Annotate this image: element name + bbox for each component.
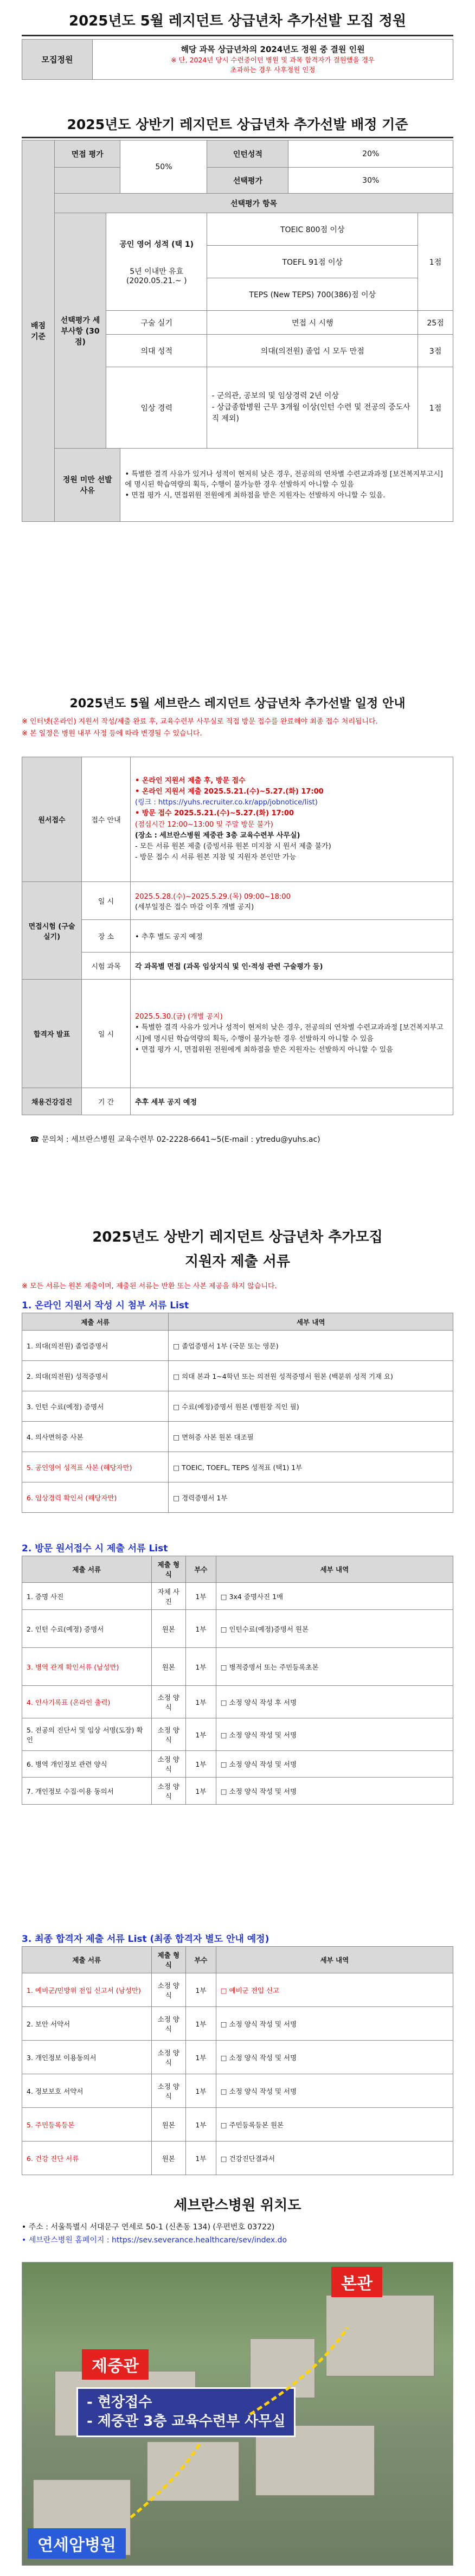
doc-name: 4. 의사면허증 사본 — [22, 1422, 169, 1452]
career-score: 3점 — [418, 335, 453, 367]
doc-detail: □ 소정 양식 작성 및 서명 — [216, 2007, 453, 2041]
docs-note: ※ 모든 서류는 원본 제출이며, 제출된 서류는 반환 또는 사본 제공을 하지 않습니다. — [22, 1282, 277, 1290]
doc-form: 원본 — [151, 1648, 186, 1686]
cert-pct: 20% — [288, 140, 453, 168]
homepage-link[interactable]: • 세브란스병원 홈페이지 : https://sev.severance.healthcare/sev/index.do — [22, 2235, 287, 2245]
map-title: 세브란스병원 위치도 — [174, 2197, 301, 2214]
health-label: 채용건강검진 — [22, 1088, 82, 1115]
career-val: 의대(의전원) 졸업 시 모두 만점 — [207, 335, 418, 367]
recruit-title: 2025년도 5월 레지던트 상급년차 추가선발 모집 정원 — [69, 13, 406, 29]
pass-item: • 면접 평가 시, 면접위원 전원에게 최하점을 받은 지원자는 선발하지 아니할 수 있음 — [135, 1045, 393, 1054]
address: • 주소 : 서울특별시 서대문구 연세로 50-1 (신촌동 134) (우편번호 03722) — [22, 2223, 275, 2232]
interview-label: 면접시험 (구술실기) — [22, 882, 82, 980]
col-header: 부수 — [186, 1556, 216, 1583]
oral-score: 25점 — [418, 311, 453, 335]
fail-items — [120, 449, 453, 522]
apply-method: 접수 안내 — [82, 757, 131, 882]
doc-count: 1부 — [186, 2074, 216, 2108]
oral-label: 구술 실기 — [106, 311, 207, 335]
col-header: 부수 — [186, 1947, 216, 1973]
doc-name: 1. 예비군/민방위 전입 신고서 (남성만) — [22, 1973, 152, 2007]
fail-label: 정원 미만 선발 사유 — [55, 449, 120, 522]
criteria-side-label: 배점 기준 — [22, 140, 55, 522]
clin-score: 1점 — [418, 367, 453, 449]
apply-line: (장소 : 세브란스병원 제중관 3층 교육수련부 사무실) — [135, 831, 300, 840]
doc-form: 소정 양식 — [151, 1751, 186, 1778]
doc-detail: □ 예비군 전입 신고 — [216, 1973, 453, 2007]
warn1: ※ 인터넷(온라인) 지원서 작성/제출 완료 후, 교육수련부 사무실로 직접 방문 접수를 완료해야 최종 접수 처리됩니다. — [22, 718, 378, 726]
docs-h1: 1. 온라인 지원서 작성 시 첨부 서류 List — [22, 1300, 189, 1311]
tag-jejung: 제중관 — [82, 2349, 149, 2380]
teps: TEPS (New TEPS) 700(386)점 이상 — [207, 278, 418, 311]
doc-count: 1부 — [186, 1973, 216, 2007]
pass-item: • 특별한 결격 사유가 있거나 성적이 현저히 낮은 경우, 전공의의 연차별 수련교과과정 [보건복지부고시]에 명시된 학습역량의 획득, 수행이 불가능한 경우 선발하지 아니할 수 있음 — [135, 1024, 444, 1043]
doc-name: 2. 보안 서약서 — [22, 2007, 152, 2041]
col-header: 제출 서류 — [22, 1556, 152, 1583]
criteria-title: 2025년도 상반기 레지던트 상급년차 추가선발 배정 기준 — [67, 117, 408, 132]
recruit-content — [93, 40, 453, 80]
apply-line: - 방문 접수 시 서류 원본 지참 및 지원자 본인만 가능 — [135, 853, 297, 861]
pass-cell — [131, 980, 453, 1088]
doc-count: 1부 — [186, 1648, 216, 1686]
doc-count: 1부 — [186, 1610, 216, 1648]
doc-count: 1부 — [186, 2041, 216, 2074]
contact: ☎ 문의처 : 세브란스병원 교육수련부 02-2228-6641~5(E-mail : ytredu@yuhs.ac) — [30, 1135, 320, 1144]
doc-name: 1. 증명 사진 — [22, 1583, 152, 1610]
divider — [22, 35, 453, 36]
doc-form: 소정 양식 — [151, 2007, 186, 2041]
doc-count: 1부 — [186, 1751, 216, 1778]
doc-form: 원본 — [151, 1610, 186, 1648]
interview-note: (세부일정은 접수 마감 이후 개별 공지) — [135, 903, 254, 911]
eng-label: 공인 영어 성적 (택 1) — [119, 240, 194, 249]
doc-detail: □ 소정 양식 작성 및 서명 — [216, 2041, 453, 2074]
apply-lines — [131, 757, 453, 882]
docs-title: 2025년도 상반기 레지던트 상급년차 추가모집 — [92, 1229, 383, 1245]
eval-pct: 50% — [120, 140, 207, 194]
interview-date: 2025.5.28.(수)~2025.5.29.(목) 09:00~18:00 — [135, 892, 291, 901]
doc-count: 1부 — [186, 2142, 216, 2175]
eng-cell — [106, 213, 207, 311]
doc-count: 1부 — [186, 2007, 216, 2041]
recruit-line2: ※ 단, 2024년 당시 수련중이던 병원 및 과목 합격자가 결원했을 경우 — [171, 56, 375, 65]
doc-name: 5. 주민등록등본 — [22, 2108, 152, 2142]
doc-form: 소정 양식 — [151, 1686, 186, 1718]
health-day-label: 기 간 — [82, 1088, 131, 1115]
col-header: 제출 서류 — [22, 1947, 152, 1973]
col-header: 제출 형식 — [151, 1556, 186, 1583]
doc-detail: □ 소정 양식 작성 및 서명 — [216, 2074, 453, 2108]
pass-day-label: 일 시 — [82, 980, 131, 1088]
schedule-warnings — [22, 716, 453, 740]
map-info — [22, 2221, 453, 2247]
doc-detail: □ 3x4 증명사진 1매 — [216, 1583, 453, 1610]
doc-form: 소정 양식 — [151, 1778, 186, 1805]
warn2: ※ 본 일정은 병원 내부 사정 등에 따라 변경될 수 있습니다. — [22, 730, 202, 738]
health-val: 추후 세부 공지 예정 — [131, 1088, 453, 1115]
toefl: TOEFL 91점 이상 — [207, 246, 418, 278]
items-header: 선택평가 항목 — [55, 194, 453, 213]
fail-item: • 면접 평가 시, 면접위원 전원에게 최하점을 받은 지원자는 선발하지 아니할 수 있음. — [125, 491, 386, 500]
apply-line: • 온라인 지원서 제출 후, 방문 접수 — [135, 776, 246, 785]
divider — [22, 137, 453, 138]
sub-label: 선택평가 세부사항 (30점) — [55, 213, 106, 449]
tag-main: 본관 — [331, 2267, 382, 2297]
doc-detail: □ 소정 양식 작성 및 서명 — [216, 1778, 453, 1805]
apply-line: - 모든 서류 원본 제출 (증빙서류 원본 미지참 시 원서 제출 불가) — [135, 842, 331, 851]
apply-link[interactable]: (링크 : https://yuhs.recruiter.co.kr/app/jobnotice/list) — [135, 798, 318, 807]
doc-count: 1부 — [186, 2108, 216, 2142]
doc-detail: □ 건강진단결과서 — [216, 2142, 453, 2175]
eng-score: 1점 — [418, 213, 453, 311]
doc-detail: □ 인턴수료(예정)증명서 원본 — [216, 1610, 453, 1648]
docs-h2: 2. 방문 원서접수 시 제출 서류 List — [22, 1543, 168, 1554]
col-header: 세부 내역 — [216, 1556, 453, 1583]
doc-name: 3. 인턴 수료(예정) 증명서 — [22, 1391, 169, 1422]
doc-form: 자체 사진 — [151, 1583, 186, 1610]
col-header: 세부 내역 — [216, 1947, 453, 1973]
doc-name: 7. 개인정보 수집·이용 동의서 — [22, 1778, 152, 1805]
pass-label: 합격자 발표 — [22, 980, 82, 1088]
doc-name: 4. 정보보호 서약서 — [22, 2074, 152, 2108]
interview-place: • 추후 별도 공지 예정 — [131, 920, 453, 953]
interview-place-label: 장 소 — [82, 920, 131, 953]
tag-onsite-line: - 현장접수 — [87, 2394, 152, 2411]
doc-detail: □ 주민등록등본 원본 — [216, 2108, 453, 2142]
doc-name: 6. 건강 진단 서류 — [22, 2142, 152, 2175]
doc-name: 6. 병역 개인정보 관련 양식 — [22, 1751, 152, 1778]
doc-name: 2. 의대(의전원) 성적증명서 — [22, 1361, 169, 1391]
clin-items — [207, 367, 418, 449]
docs-table1 — [22, 1313, 453, 1513]
schedule-table — [22, 757, 453, 1115]
doc-form: 소정 양식 — [151, 1718, 186, 1751]
sel-label: 선택평가 — [207, 168, 288, 194]
doc-detail: □ 병적증명서 또는 주민등록초본 — [216, 1648, 453, 1686]
recruit-line3: 초과하는 경우 사후정원 인정 — [230, 66, 316, 74]
apply-line: • 온라인 지원서 제출 2025.5.21.(수)~5.27.(화) 17:00 — [135, 788, 324, 796]
doc-form: 소정 양식 — [151, 2041, 186, 2074]
recruit-label: 모집정원 — [22, 40, 93, 80]
apply-line: (점심시간 12:00~13:00 및 주말 방문 불가) — [135, 820, 273, 829]
docs-title2: 지원자 제출 서류 — [185, 1254, 290, 1270]
doc-name: 4. 인사기록표 (온라인 출력) — [22, 1686, 152, 1718]
clin-item: - 상급종합병원 근무 3개월 이상(인턴 수련 및 전공의 중도사직 제외) — [211, 403, 410, 423]
interview-date-cell — [131, 882, 453, 920]
doc-form: 원본 — [151, 2142, 186, 2175]
doc-detail: □ 소정 양식 작성 및 서명 — [216, 1718, 453, 1751]
oral-val: 면접 시 시행 — [207, 311, 418, 335]
doc-count: 1부 — [186, 1778, 216, 1805]
interview-method: 각 과목별 면접 (과목 임상지식 및 인·적성 관련 구술평가 등) — [131, 953, 453, 980]
doc-name: 5. 공인영어 성적표 사본 (해당자만) — [22, 1452, 169, 1482]
doc-name: 3. 개인정보 이용동의서 — [22, 2041, 152, 2074]
route-arrows — [22, 2262, 453, 2566]
clin-item: - 군의관, 공보의 및 임상경력 2년 이상 — [211, 392, 339, 400]
schedule-title: 2025년도 5월 세브란스 레지던트 상급년차 추가선발 일정 안내 — [69, 697, 406, 711]
doc-detail: □ 소정 양식 작성 후 서명 — [216, 1686, 453, 1718]
doc-detail: □ 경력증명서 1부 — [169, 1482, 453, 1513]
campus-aerial-photo — [22, 2262, 453, 2566]
apply-line: • 방문 접수 2025.5.21.(수)~5.27.(화) 17:00 — [135, 809, 294, 818]
career-label: 의대 성적 — [106, 335, 207, 367]
doc-count: 1부 — [186, 1686, 216, 1718]
interview-method-label: 시험 과목 — [82, 953, 131, 980]
col-header: 제출 형식 — [151, 1947, 186, 1973]
docs-h3: 3. 최종 합격자 제출 서류 List (최종 합격자 별도 안내 예정) — [22, 1934, 269, 1945]
doc-count: 1부 — [186, 1583, 216, 1610]
eval-label: 면접 평가 — [55, 140, 120, 168]
recruit-table — [22, 39, 453, 80]
doc-detail: □ 수료(예정)증명서 원본 (병원장 직인 필) — [169, 1391, 453, 1422]
docs-table3 — [22, 1946, 453, 2175]
doc-form: 소정 양식 — [151, 2074, 186, 2108]
doc-name: 6. 임상경력 확인서 (해당자만) — [22, 1482, 169, 1513]
doc-name: 1. 의대(의전원) 졸업증명서 — [22, 1331, 169, 1361]
doc-name: 5. 전공의 진단서 및 임상 서명(도장) 확인 — [22, 1718, 152, 1751]
criteria-table — [22, 140, 453, 522]
tag-onsite-line: - 제중관 3층 교육수련부 사무실 — [87, 2413, 286, 2430]
cert-label: 인턴성적 — [207, 140, 288, 168]
interview-day-label: 일 시 — [82, 882, 131, 920]
doc-form: 원본 — [151, 2108, 186, 2142]
col-header: 세부 내역 — [169, 1313, 453, 1331]
doc-detail: □ 면허증 사본 원본 대조필 — [169, 1422, 453, 1452]
doc-detail: □ 졸업증명서 1부 (국문 또는 영문) — [169, 1331, 453, 1361]
doc-form: 소정 양식 — [151, 1973, 186, 2007]
tag-cancer: 연세암병원 — [28, 2528, 126, 2559]
pass-date: 2025.5.30.(금) (개별 공지) — [135, 1013, 223, 1021]
toeic: TOEIC 800점 이상 — [207, 213, 418, 246]
apply-label: 원서접수 — [22, 757, 82, 882]
docs-table2 — [22, 1556, 453, 1805]
doc-name: 2. 인턴 수료(예정) 증명서 — [22, 1610, 152, 1648]
doc-count: 1부 — [186, 1718, 216, 1751]
route-arrow — [250, 2328, 348, 2414]
doc-detail: □ 소정 양식 작성 및 서명 — [216, 1751, 453, 1778]
recruit-line1: 해당 과목 상급년차의 2024년도 정원 중 결원 인원 — [181, 44, 365, 54]
doc-name: 3. 병역 관계 확인서류 (남성만) — [22, 1648, 152, 1686]
doc-detail: □ TOEIC, TOEFL, TEPS 성적표 (택1) 1부 — [169, 1452, 453, 1482]
col-header: 제출 서류 — [22, 1313, 169, 1331]
doc-detail: □ 의대 본과 1~4학년 또는 의전원 성적증명서 원본 (백분위 성적 기재 요) — [169, 1361, 453, 1391]
clin-label: 임상 경력 — [106, 367, 207, 449]
eng-valid: 5년 이내만 유효 (2020.05.21.~ ) — [126, 267, 187, 285]
sel-pct: 30% — [288, 168, 453, 194]
route-arrow — [131, 2441, 201, 2517]
fail-item: • 특별한 결격 사유가 있거나 성적이 현저히 낮은 경우, 전공의의 연차별 수련교과과정 [보건복지부고시]에 명시된 학습역량의 획득, 수행이 불가능한 경우 선발하지 아니할 수 있음 — [125, 470, 443, 489]
